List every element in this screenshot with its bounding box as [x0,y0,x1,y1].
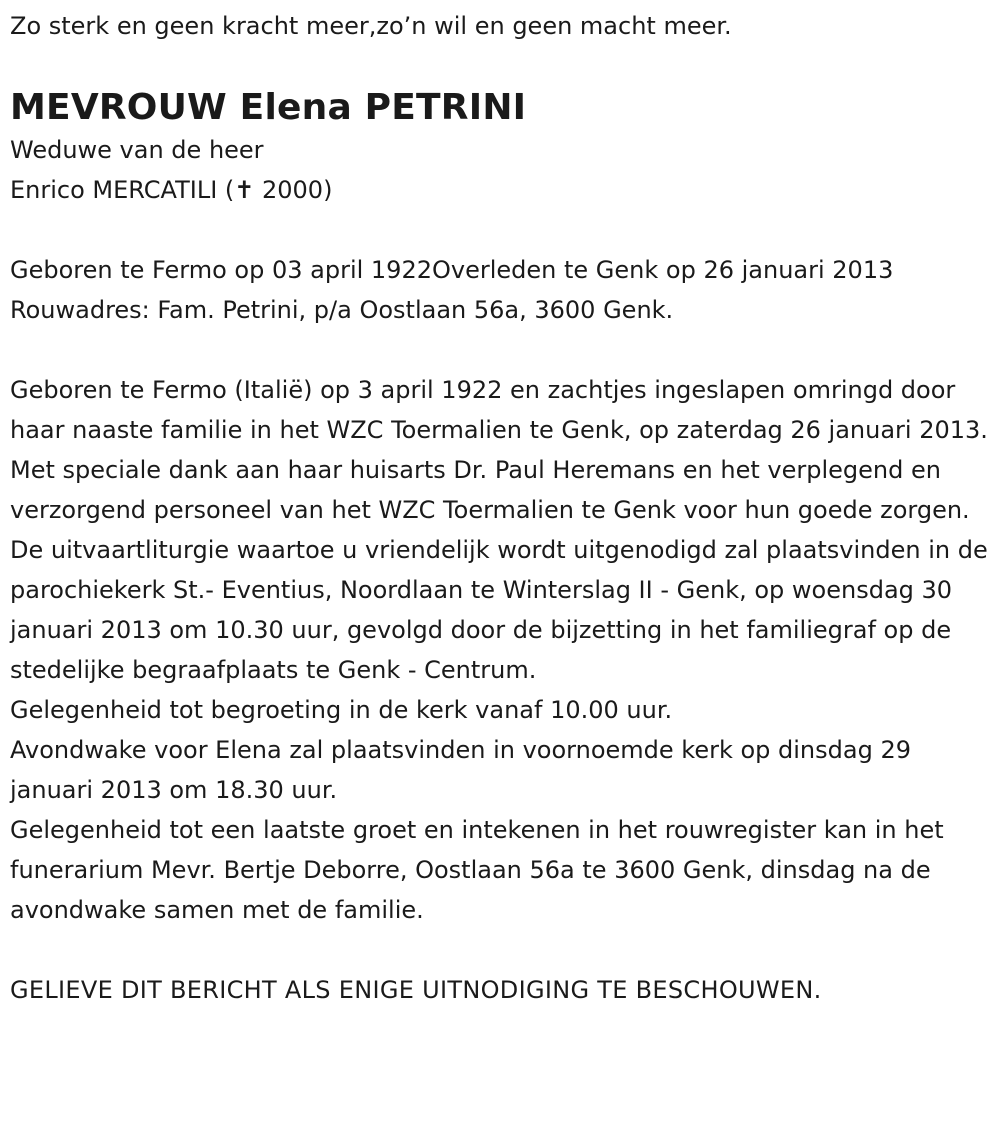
opening-quote: Zo sterk en geen kracht meer,zo’n wil en geen macht meer. [10,12,732,40]
paragraph-vigil: Avondwake voor Elena zal plaatsvinden in voornoemde kerk op dinsdag 29 januari 2013 om 18.30 uur. [10,736,911,804]
spacer [10,330,990,370]
born-died-line: Geboren te Fermo op 03 april 1922Overleden te Genk op 26 januari 2013 [10,256,894,284]
spacer [10,210,990,250]
paragraph-greeting: Gelegenheid tot begroeting in de kerk vanaf 10.00 uur. [10,696,673,724]
widow-line-2: Enrico MERCATILI (✝ 2000) [10,176,333,204]
paragraph-birth-death: Geboren te Fermo (Italië) op 3 april 1922 en zachtjes ingeslapen omringd door haar naaste familie in het WZC Toermalien te Genk, op zaterdag 26 januari 2013. [10,376,988,444]
mourning-address: Rouwadres: Fam. Petrini, p/a Oostlaan 56a, 3600 Genk. [10,296,674,324]
deceased-name: MEVROUW Elena PETRINI [10,87,527,128]
paragraph-funeral: De uitvaartliturgie waartoe u vriendelijk wordt uitgenodigd zal plaatsvinden in de parochiekerk St.- Eventius, Noordlaan te Winterslag II - Genk, op woensdag 30 januari 2013 om 10.30 uur, gevolgd door de bijzetting in het familiegraf op de stedelijke begraafplaats te Genk - Centrum. [10,536,988,684]
closing-notice: GELIEVE DIT BERICHT ALS ENIGE UITNODIGING TE BESCHOUWEN. [10,976,822,1004]
paragraph-thanks: Met speciale dank aan haar huisarts Dr. Paul Heremans en het verplegend en verzorgend personeel van het WZC Toermalien te Genk voor hun goede zorgen. [10,456,970,524]
spacer [10,930,990,970]
widow-line-1: Weduwe van de heer [10,136,264,164]
paragraph-funeral-home: Gelegenheid tot een laatste groet en intekenen in het rouwregister kan in het funerarium Mevr. Bertje Deborre, Oostlaan 56a te 3600 Genk, dinsdag na de avondwake samen met de familie. [10,816,944,924]
